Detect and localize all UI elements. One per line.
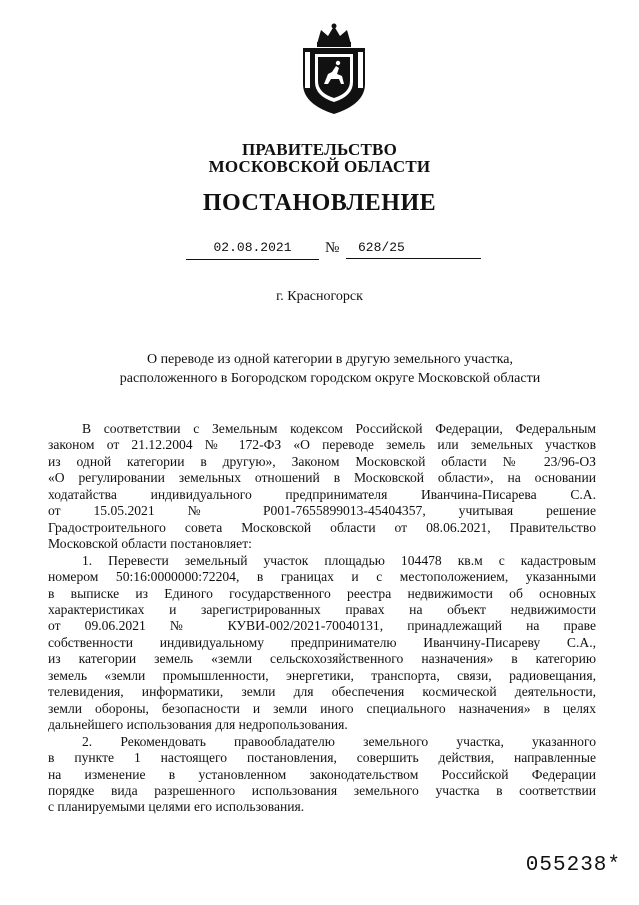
date-number-row [0,240,639,264]
body-line: в пункте 1 настоящего постановления, совершить действия, направленные [48,750,596,766]
serial-stamp: 055238* [525,854,621,877]
body-line: порядке вида разрешенного использования земельного участка в соответствии [48,782,596,798]
subject-line: О переводе из одной категории в другую земельного участка, [146,352,514,367]
document-type-title: ПОСТАНОВЛЕНИЕ [202,190,437,216]
document-body [48,421,596,816]
body-line: 1. Перевести земельный участок площадью 104478 кв.м с кадастровым [82,552,596,568]
document-number: 628/25 [346,240,481,259]
body-line: «О регулировании земельных отношений в Московской области», на основании [48,470,596,486]
body-line: телевидения, информатики, земли для обеспечения космической деятельности, [48,684,596,700]
body-line: 2. Рекомендовать правообладателю земельного участка, указанного [82,733,596,749]
body-line: от 15.05.2021 № Р001-7655899013-45404357, учитывая решение [48,503,596,519]
body-line: Московской области постановляет: [48,536,252,552]
coat-of-arms-emblem [295,22,373,116]
body-line: земель «земли промышленности, энергетики, транспорта, связи, радиовещания, [48,667,596,683]
subject-line: расположенного в Богородском городском округе Московской области [119,371,541,386]
body-line: из одной категории в другую», Законом Московской области № 23/96-ОЗ [48,453,596,469]
body-line: земли обороны, безопасности и земли иного специального назначения» в целях [48,700,596,716]
body-line: от 09.06.2021 № КУВИ-002/2021-70040131, принадлежащий на праве [48,618,596,634]
body-line: на изменение в установленном законодательством Российской Федерации [48,766,596,782]
body-line: Градостроительного совета Московской области от 08.06.2021, Правительство [48,519,596,535]
city-name: г. Красногорск [276,289,363,304]
government-name-line1: ПРАВИТЕЛЬСТВО [242,140,397,159]
government-name-line2: МОСКОВСКОЙ ОБЛАСТИ [208,157,431,176]
body-line: номером 50:16:0000000:72204, в границах и с местоположением, указанными [48,569,596,585]
body-line: характеристиках и зарегистрированных правах на объект недвижимости [48,601,596,617]
body-line: В соответствии с Земельным кодексом Российской Федерации, Федеральным [82,421,596,436]
document-date: 02.08.2021 [186,240,319,260]
document-subject [100,350,560,388]
body-line: с планируемыми целями его использования. [48,799,305,815]
body-line: дальнейшего использования для недропользования. [48,717,348,733]
body-line: в выписке из Единого государственного реестра недвижимости об основных [48,585,596,601]
body-line: из категории земель «земли сельскохозяйственного назначения» в категорию [48,651,596,667]
body-line: собственности индивидуальному предпринимателю Иванчину-Писареву С.А., [48,634,596,650]
number-sign: № [325,240,340,256]
body-line: ходатайства индивидуального предпринимателя Иванчина-Писарева С.А. [48,486,596,502]
body-line: законом от 21.12.2004 № 172-ФЗ «О переводе земель или земельных участков [48,437,596,453]
